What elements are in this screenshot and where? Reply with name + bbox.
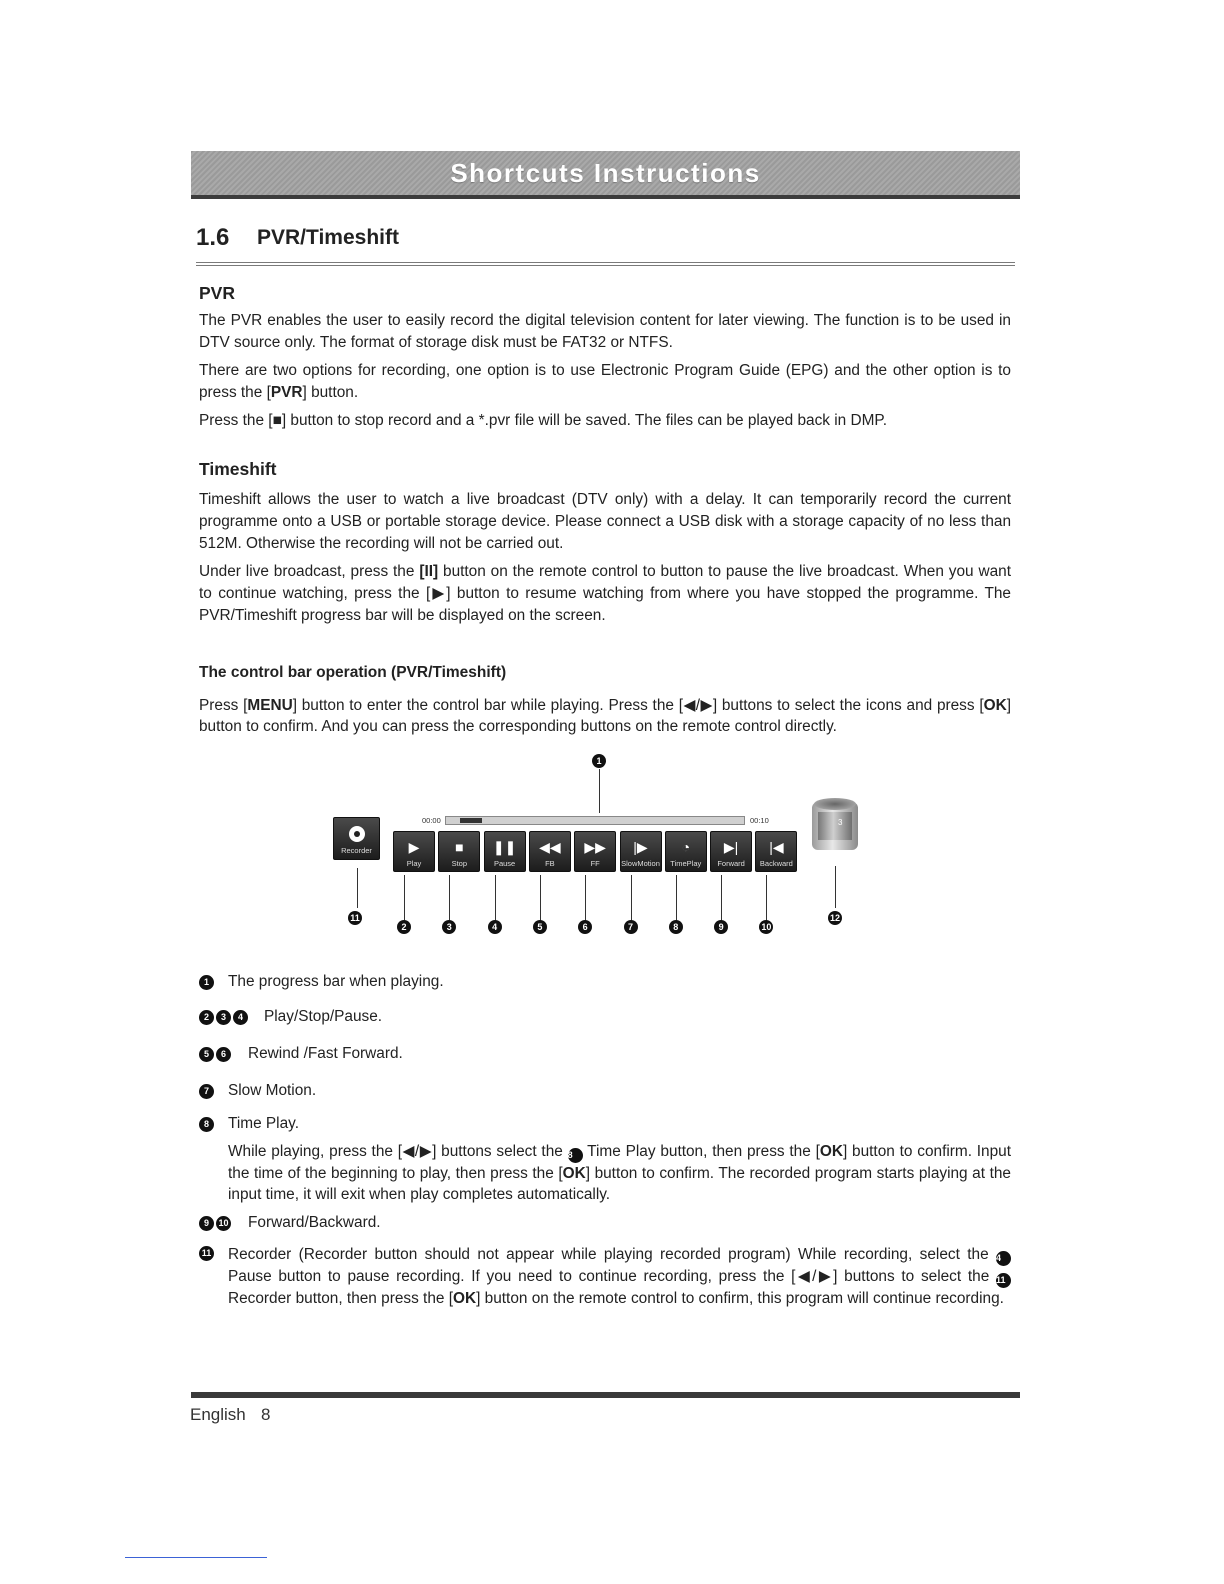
section-title: PVR/Timeshift	[257, 226, 399, 249]
pause-key: [II]	[419, 563, 439, 580]
control-bar-diagram	[330, 750, 870, 950]
callout-10: 10	[761, 922, 772, 932]
callout-12: 12	[829, 913, 840, 923]
fast-forward-icon: ▶▶	[584, 839, 606, 855]
callout-line-9	[721, 875, 722, 921]
callout-line-8	[676, 875, 677, 921]
pvr-paragraph-3: Press the [■] button to stop record and a *.pvr file will be saved. The files can be played back in DMP.	[199, 412, 887, 429]
callout-8: 8	[669, 920, 683, 934]
control-bar-heading: The control bar operation (PVR/Timeshift)	[199, 664, 507, 681]
rewind-icon: ◀◀	[539, 839, 561, 855]
control-button-forward[interactable]	[710, 831, 752, 872]
footer-rule	[191, 1392, 1020, 1398]
control-button-fb[interactable]	[529, 831, 571, 872]
play-icon: ▶	[408, 839, 420, 855]
callout-3: 3	[442, 920, 456, 934]
control-button-label: Stop	[451, 859, 468, 868]
callout-6: 6	[578, 920, 592, 934]
progress-fill	[460, 818, 482, 823]
time-start: 00:00	[422, 816, 441, 825]
pause-icon: ❚❚	[492, 839, 517, 855]
callout-line-6	[585, 875, 586, 921]
footer-language: English	[190, 1405, 246, 1424]
pvr-key: PVR	[270, 384, 303, 401]
stop-icon: ■	[455, 839, 464, 855]
section-banner	[191, 151, 1020, 199]
recorder-label: Recorder	[341, 846, 372, 855]
callout-7: 7	[624, 920, 638, 934]
control-button-label: Forward	[717, 859, 745, 868]
control-button-pause[interactable]	[484, 831, 526, 872]
callout-line-4	[495, 875, 496, 921]
legend-item-9-10: 9 10 Forward/Backward.	[199, 1212, 381, 1234]
timeshift-paragraph-1: Timeshift allows the user to watch a live broadcast (DTV only) with a delay. It can temporarily record the current programme onto a USB or portable storage device. Please connect a USB disk with a storage capacity of no less than 512M. Otherwise the recording will not be carried out.	[199, 491, 1011, 552]
recorder-button[interactable]	[333, 817, 380, 860]
usb-disk-icon	[812, 798, 858, 854]
legend-item-7: 7 Slow Motion.	[199, 1080, 316, 1102]
callout-line-10	[766, 875, 767, 921]
callout-4: 4	[488, 920, 502, 934]
pvr-paragraph-1: The PVR enables the user to easily record the digital television content for later viewing. The function is to be used in DTV source only. The format of storage disk must be FAT32 or NTFS.	[199, 312, 1011, 351]
forward-icon: ▶|	[723, 839, 739, 855]
control-button-play[interactable]	[393, 831, 435, 872]
control-button-label: SlowMotion	[621, 859, 660, 868]
time-play-description: While playing, press the [◀/▶] buttons select the 8 Time Play button, then press the [OK] button to confirm. Input the time of the beginning to play, then press the [OK] button to confirm. The recorded program starts playing at the input time, it will exit when play completes automatically.	[228, 1143, 1012, 1203]
legend-item-5-6: 5 6 Rewind /Fast Forward.	[199, 1043, 403, 1065]
banner-title: Shortcuts Instructions	[450, 157, 761, 188]
control-button-ff[interactable]	[574, 831, 616, 872]
time-end: 00:10	[750, 816, 769, 825]
slow-motion-icon: |▶	[633, 839, 648, 855]
control-button-label: Pause	[493, 859, 516, 868]
control-button-label: FB	[545, 859, 555, 868]
callout-11-line	[357, 868, 358, 908]
control-button-label: FF	[590, 859, 600, 868]
control-button-timeplay[interactable]	[665, 831, 707, 872]
callout-12-line	[835, 866, 836, 908]
timeshift-heading: Timeshift	[199, 459, 277, 479]
section-number: 1.6	[196, 224, 230, 251]
callout-11: 11	[348, 911, 362, 925]
time-play-icon: ◔	[681, 839, 691, 855]
disk-label: 3	[838, 818, 843, 827]
callout-1-line	[599, 769, 600, 813]
progress-bar[interactable]	[445, 816, 745, 825]
legend-item-1: 1 The progress bar when playing.	[199, 971, 444, 993]
bottom-link-underline	[125, 1557, 267, 1558]
callout-9: 9	[714, 920, 728, 934]
legend-item-8: 8 Time Play.	[199, 1113, 299, 1135]
callout-5: 5	[533, 920, 547, 934]
section-heading	[196, 222, 1015, 266]
page-number: 8	[261, 1405, 271, 1424]
control-button-label: TimePlay	[670, 859, 702, 868]
pvr-paragraph-2: There are two options for recording, one option is to use Electronic Program Guide (EPG) and the other option is to press the [PVR] button.	[199, 362, 1011, 401]
control-button-stop[interactable]	[438, 831, 480, 872]
recorder-description: Recorder (Recorder button should not appear while playing recorded program) While recording, select the 4 Pause button to pause recording. If you need to continue recording, press the [◀/▶] buttons to select the 11 Recorder button, then press the [OK] button on the remote control to confirm, this program will continue recording.	[228, 1244, 1011, 1309]
legend-11-number: 11	[199, 1246, 214, 1261]
callout-2: 2	[397, 920, 411, 934]
control-button-label: Backward	[759, 859, 793, 868]
callout-line-2	[404, 875, 405, 921]
callout-line-7	[631, 875, 632, 921]
control-button-label: Play	[406, 859, 422, 868]
control-button-backward[interactable]	[755, 831, 797, 872]
control-button-slowmotion[interactable]	[620, 831, 662, 872]
pvr-heading: PVR	[199, 283, 235, 303]
legend-item-2-4: 2 3 4 Play/Stop/Pause.	[199, 1006, 382, 1028]
callout-line-3	[449, 875, 450, 921]
control-bar-paragraph: Press [MENU] button to enter the control bar while playing. Press the [◀/▶] buttons to select the icons and press [OK] button to confirm. And you can press the corresponding buttons on the remote control directly.	[199, 697, 1011, 735]
backward-icon: |◀	[769, 839, 784, 855]
timeshift-paragraph-2: Under live broadcast, press the [II] button on the remote control to button to pause the live broadcast. When you want to continue watching, press the [▶] button to resume watching from where you have stopped the programme. The PVR/Timeshift progress bar will be displayed on the screen.	[199, 563, 1011, 624]
record-icon	[349, 826, 365, 842]
callout-line-5	[540, 875, 541, 921]
callout-1: 1	[592, 754, 606, 768]
